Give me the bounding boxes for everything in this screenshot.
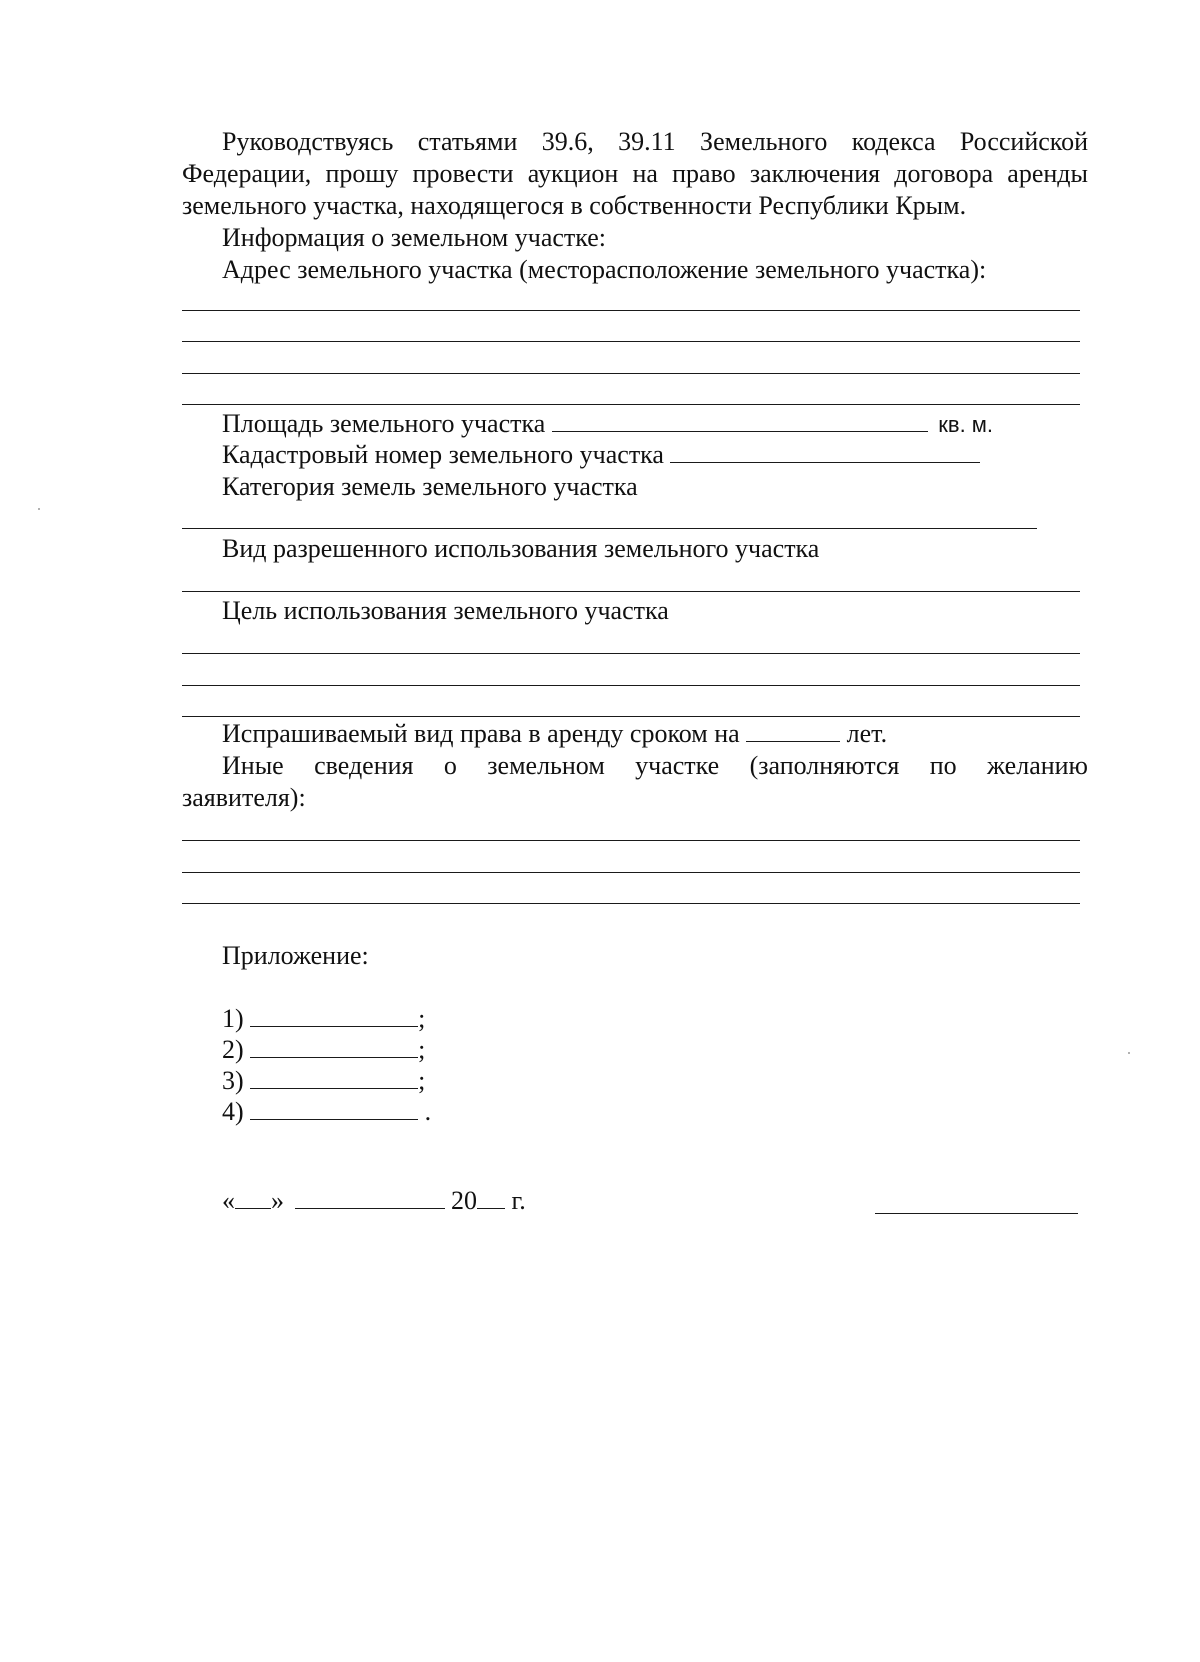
date-open-quote: «	[222, 1186, 235, 1215]
permitted-use-line[interactable]	[182, 591, 1080, 592]
attachment-end: ;	[418, 1066, 426, 1095]
intro-line-1: Руководствуясь статьями 39.6, 39.11 Земельного кодекса Российской	[222, 127, 1088, 156]
other-info-line-2-blank[interactable]	[182, 872, 1080, 873]
purpose-line-1[interactable]	[182, 653, 1080, 654]
area-field[interactable]	[552, 409, 928, 432]
area-row	[222, 409, 993, 440]
area-unit: кв. м.	[938, 412, 994, 437]
scan-speck	[38, 508, 40, 510]
cadastral-field[interactable]	[670, 440, 980, 463]
address-line-2[interactable]	[182, 341, 1080, 342]
address-line-1[interactable]	[182, 310, 1080, 311]
date-day-field[interactable]	[235, 1186, 271, 1209]
attachment-number: 4)	[222, 1097, 244, 1126]
attachments-heading: Приложение:	[222, 941, 369, 970]
attachment-field[interactable]	[250, 1004, 418, 1027]
attachment-number: 1)	[222, 1004, 244, 1033]
lease-years-field[interactable]	[746, 719, 840, 742]
address-line-3[interactable]	[182, 373, 1080, 374]
date-close-quote: »	[271, 1186, 284, 1215]
category-line[interactable]	[182, 528, 1037, 529]
address-label: Адрес земельного участка (месторасположение земельного участка):	[222, 255, 987, 284]
attachment-number: 3)	[222, 1066, 244, 1095]
purpose-line-3[interactable]	[182, 716, 1080, 717]
date-year-prefix: 20	[451, 1186, 477, 1215]
category-label: Категория земель земельного участка	[222, 472, 638, 501]
lease-row	[222, 719, 887, 749]
lease-unit: лет.	[846, 719, 888, 748]
attachment-item	[222, 1097, 431, 1127]
other-info-line-1: Иные сведения о земельном участке (заполняются по желанию	[222, 751, 1088, 780]
attachment-item	[222, 1066, 425, 1096]
cadastral-label: Кадастровый номер земельного участка	[222, 440, 664, 469]
other-info-line-3-blank[interactable]	[182, 903, 1080, 904]
attachment-end: ;	[418, 1035, 426, 1064]
other-info-line-2: заявителя):	[182, 783, 306, 812]
attachment-item	[222, 1004, 425, 1034]
info-heading: Информация о земельном участке:	[222, 223, 607, 252]
date-row	[222, 1186, 526, 1216]
attachment-end: ;	[418, 1004, 426, 1033]
attachment-number: 2)	[222, 1035, 244, 1064]
date-month-field[interactable]	[295, 1186, 445, 1209]
purpose-line-2[interactable]	[182, 685, 1080, 686]
purpose-label: Цель использования земельного участка	[222, 596, 669, 625]
attachment-field[interactable]	[250, 1066, 418, 1089]
other-info-line-1-blank[interactable]	[182, 840, 1080, 841]
area-label: Площадь земельного участка	[222, 409, 546, 438]
lease-label: Испрашиваемый вид права в аренду сроком на	[222, 719, 740, 748]
scan-speck	[1128, 1052, 1130, 1054]
cadastral-row	[222, 440, 980, 470]
attachment-item	[222, 1035, 425, 1065]
date-year-field[interactable]	[477, 1186, 505, 1209]
attachment-field[interactable]	[250, 1035, 418, 1058]
intro-line-3: земельного участка, находящегося в собственности Республики Крым.	[182, 191, 967, 220]
attachment-field[interactable]	[250, 1097, 418, 1120]
address-line-4[interactable]	[182, 404, 1080, 405]
signature-line[interactable]	[875, 1213, 1078, 1214]
date-year-suffix: г.	[511, 1186, 526, 1215]
intro-line-2: Федерации, прошу провести аукцион на право заключения договора аренды	[182, 159, 1088, 188]
permitted-use-label: Вид разрешенного использования земельного участка	[222, 534, 820, 563]
attachment-end: .	[424, 1097, 432, 1126]
